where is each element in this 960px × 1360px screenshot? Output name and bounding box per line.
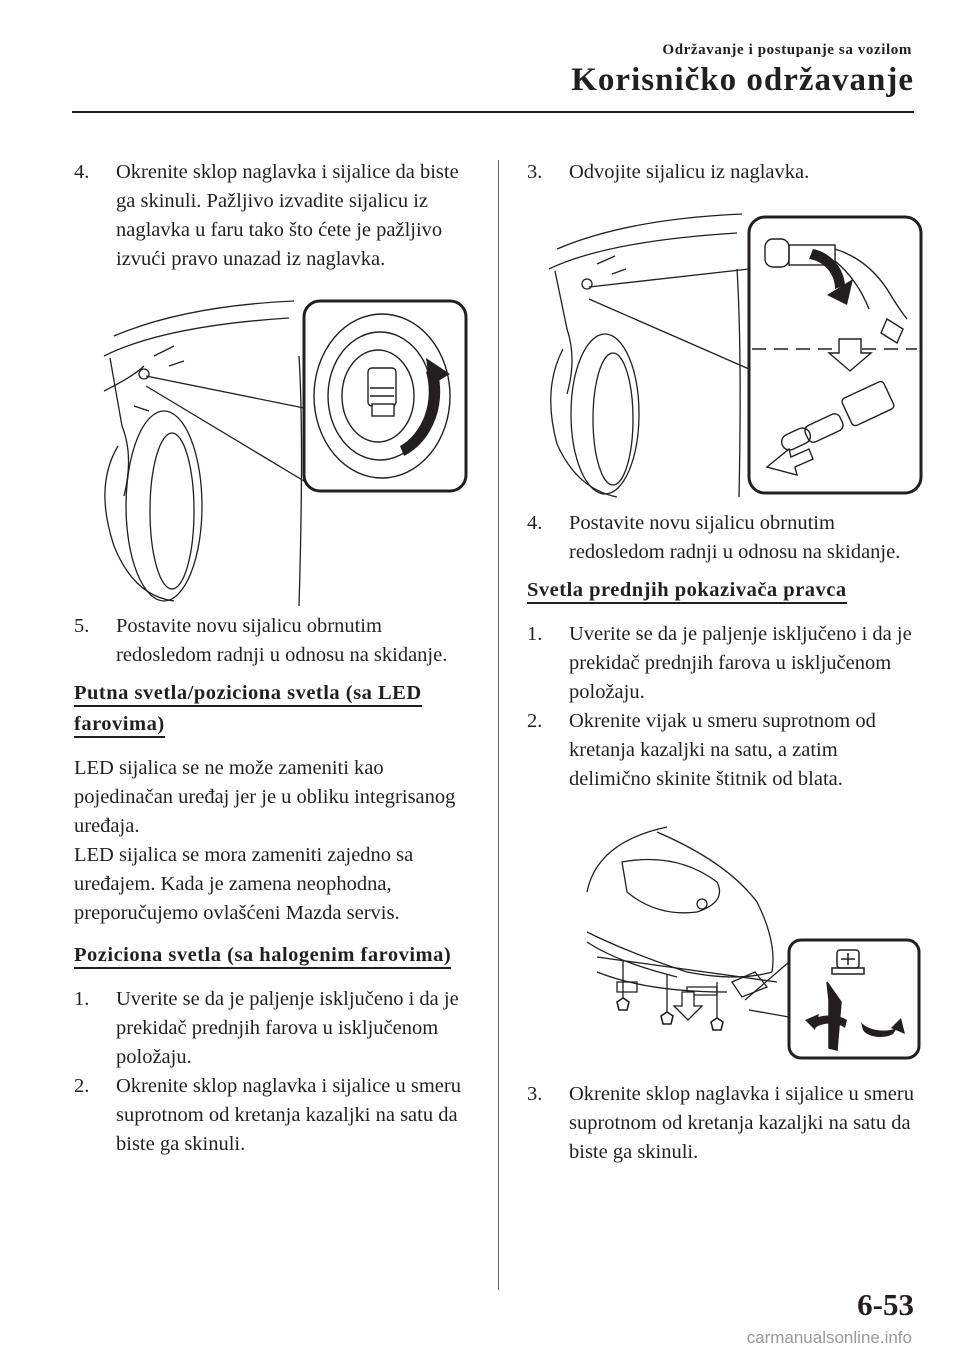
step-number: 5. bbox=[74, 615, 90, 637]
column-divider bbox=[498, 160, 499, 1290]
header-rule bbox=[72, 111, 914, 113]
list-item bbox=[527, 1080, 922, 1167]
headlight-socket-illustration bbox=[74, 296, 474, 606]
step-text: Okrenite sklop naglavka i sijalice u smeru suprotnom od kretanja kazaljki na satu da biste ga skinuli. bbox=[116, 1075, 461, 1155]
right-column bbox=[527, 158, 922, 1167]
list-item bbox=[74, 158, 474, 274]
list-item bbox=[74, 1072, 474, 1159]
list-item bbox=[527, 707, 922, 794]
section-heading: Putna svetla/poziciona svetla (sa LED farovima) bbox=[74, 682, 422, 738]
step-text: Okrenite sklop naglavka i sijalice da biste ga skinuli. Pažljivo izvadite sijalicu iz naglavka u faru tako što ćete je pažljivo izvući pravo unazad iz naglavka. bbox=[116, 161, 459, 270]
watermark: carmanualsonline.info bbox=[746, 1328, 912, 1347]
page-title: Korisničko održavanje bbox=[571, 62, 914, 98]
paragraph: LED sijalica se ne može zameniti kao pojedinačan uređaj jer je u obliku integrisanog uređaja. bbox=[74, 757, 456, 837]
step-number: 4. bbox=[527, 512, 543, 534]
step-text: Postavite novu sijalicu obrnutim redosledom radnji u odnosu na skidanje. bbox=[569, 512, 901, 563]
step-text: Odvojite sijalicu iz naglavka. bbox=[569, 161, 810, 183]
section-heading: Svetla prednjih pokazivača pravca bbox=[527, 579, 847, 604]
section-title: Održavanje i postupanje sa vozilom bbox=[662, 42, 912, 58]
section-heading: Poziciona svetla (sa halogenim farovima) bbox=[74, 944, 451, 969]
step-number: 1. bbox=[527, 623, 543, 645]
list-item bbox=[527, 620, 922, 707]
list-item bbox=[74, 985, 474, 1072]
list-item bbox=[527, 509, 922, 567]
step-text: Postavite novu sijalicu obrnutim redosledom radnji u odnosu na skidanje. bbox=[116, 615, 448, 666]
step-number: 3. bbox=[527, 1083, 543, 1105]
left-column bbox=[74, 158, 474, 1159]
step-text: Uverite se da je paljenje isključeno i da je prekidač prednjih farova u isključenom položaju. bbox=[569, 623, 912, 703]
step-number: 2. bbox=[74, 1075, 90, 1097]
step-text: Okrenite sklop naglavka i sijalice u smeru suprotnom od kretanja kazaljki na satu da biste ga skinuli. bbox=[569, 1083, 914, 1163]
step-number: 3. bbox=[527, 161, 543, 183]
step-text: Uverite se da je paljenje isključeno i da je prekidač prednjih farova u isključenom položaju. bbox=[116, 988, 459, 1068]
step-number: 2. bbox=[527, 710, 543, 732]
splash-shield-screw-illustration bbox=[527, 822, 927, 1062]
bulb-removal-illustration bbox=[527, 209, 927, 499]
step-number: 1. bbox=[74, 988, 90, 1010]
step-text: Okrenite vijak u smeru suprotnom od kretanja kazaljki na satu, a zatim delimično skinite štitnik od blata. bbox=[569, 710, 876, 790]
list-item bbox=[74, 612, 474, 670]
step-number: 4. bbox=[74, 161, 90, 183]
list-item bbox=[527, 158, 922, 187]
page-number: 6-53 bbox=[857, 1287, 914, 1322]
paragraph: LED sijalica se mora zameniti zajedno sa uređajem. Kada je zamena neophodna, preporučujemo ovlašćeni Mazda servis. bbox=[74, 844, 414, 924]
